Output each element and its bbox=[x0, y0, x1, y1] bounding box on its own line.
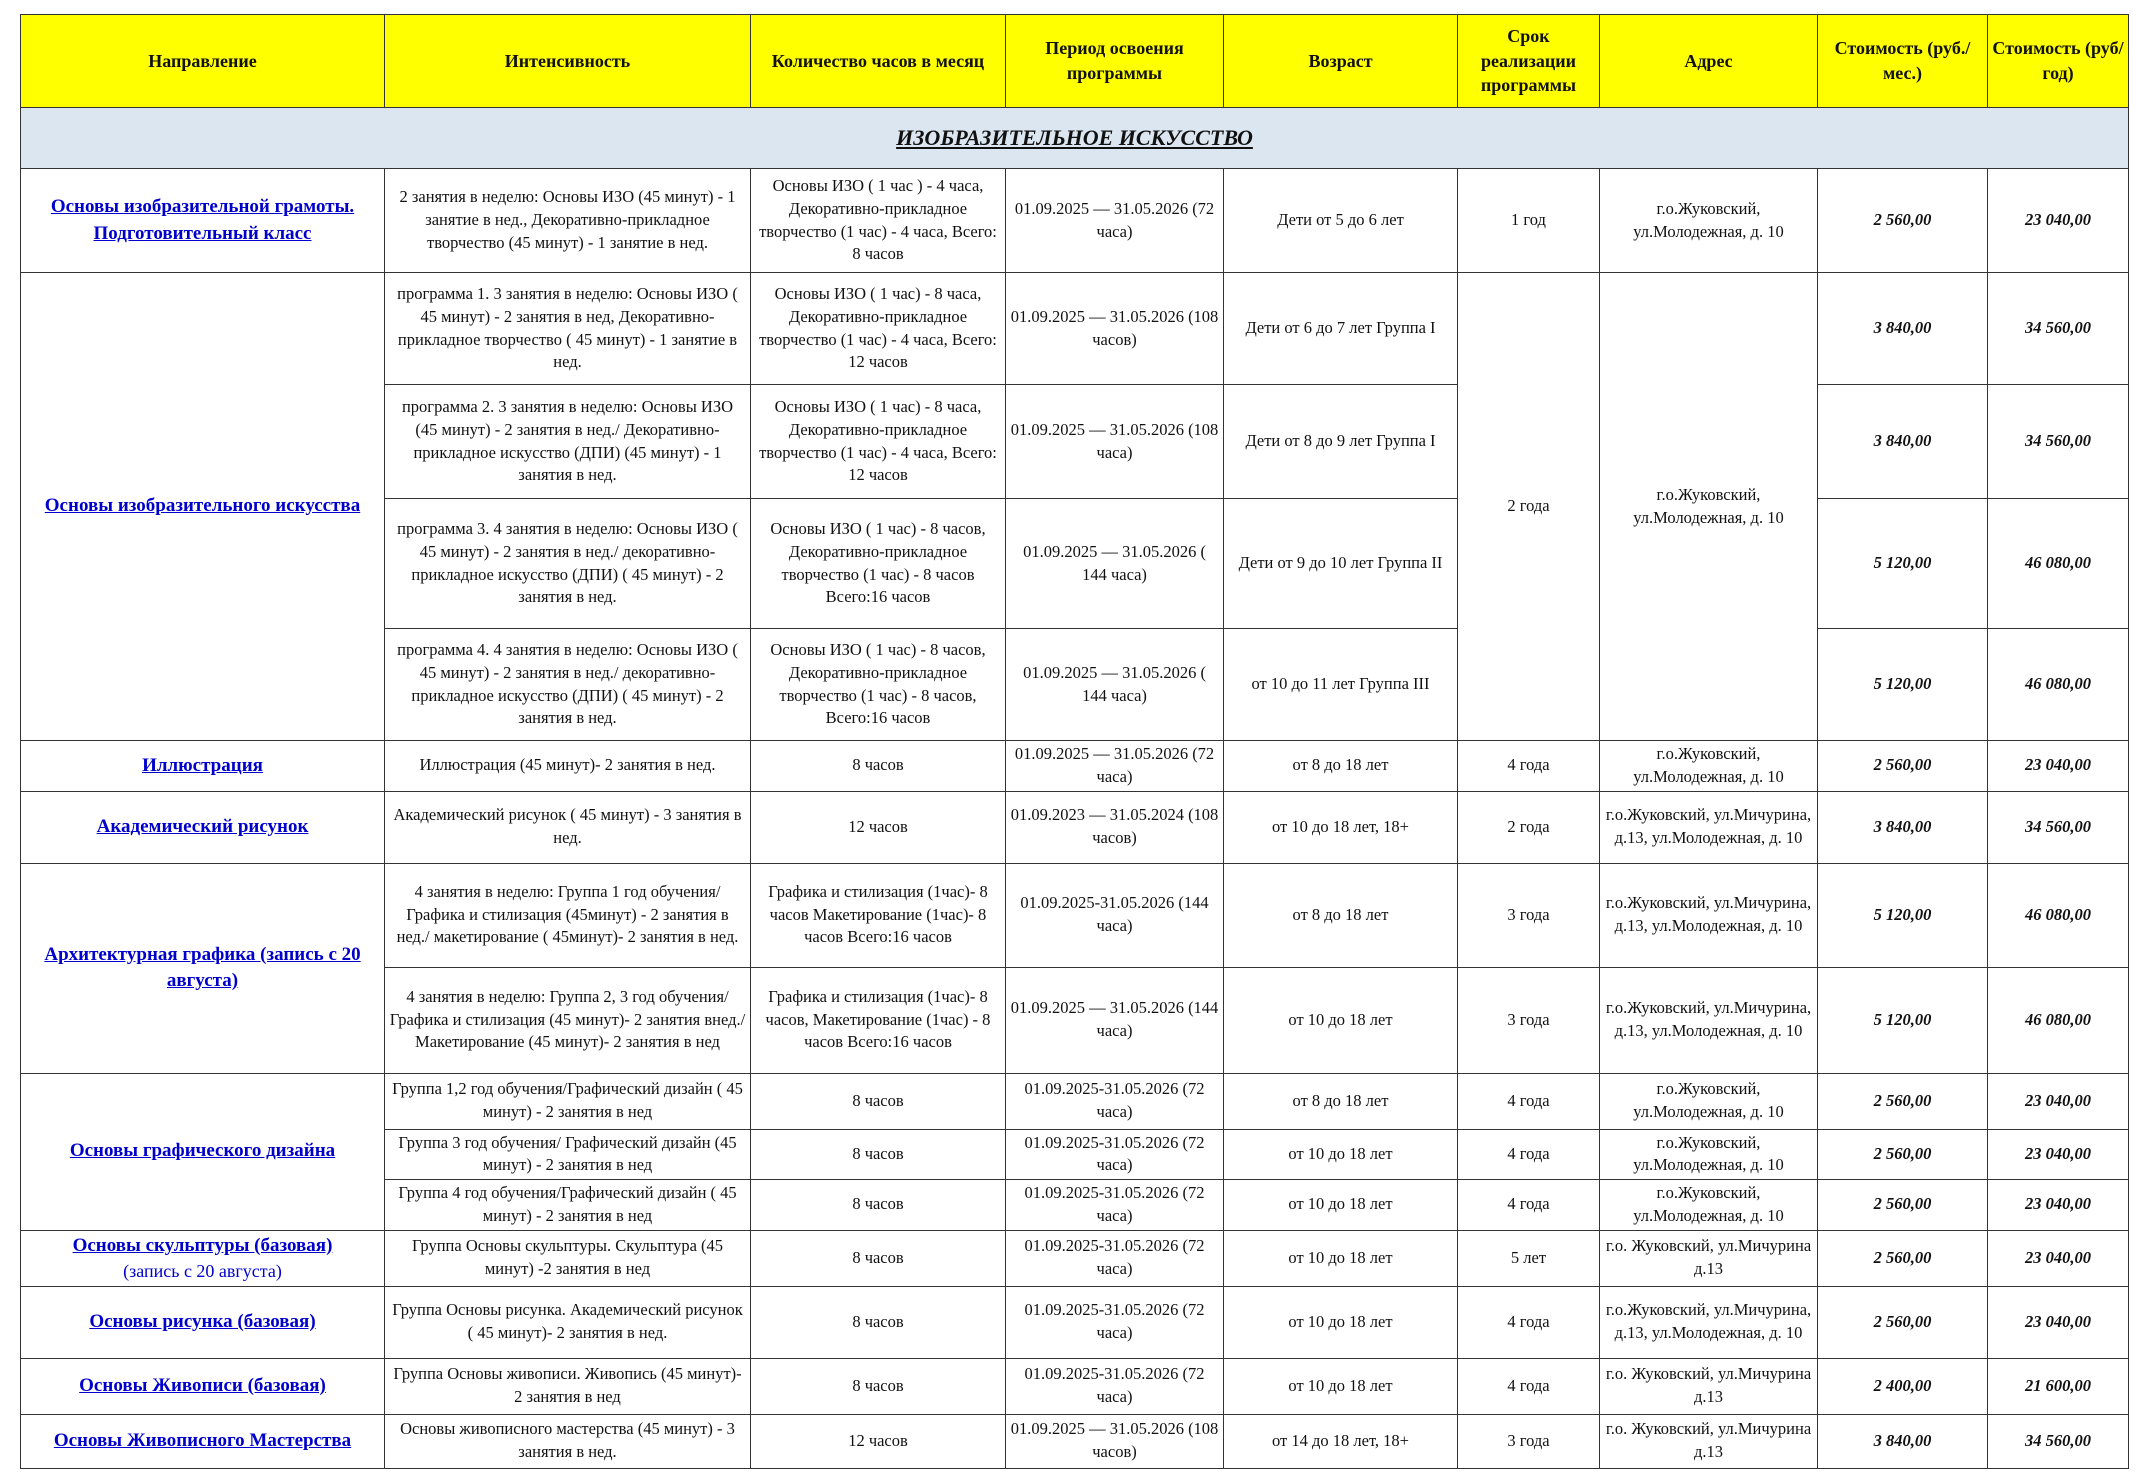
hours-cell: 12 часов bbox=[751, 1414, 1006, 1468]
period-cell: 01.09.2023 — 31.05.2024 (108 часов) bbox=[1006, 791, 1224, 863]
price-year-cell: 34 560,00 bbox=[1988, 791, 2129, 863]
direction-cell bbox=[21, 863, 385, 1073]
price-year-cell: 23 040,00 bbox=[1988, 1073, 2129, 1129]
period-cell: 01.09.2025-31.05.2026 (72 часа) bbox=[1006, 1073, 1224, 1129]
price-year-cell: 23 040,00 bbox=[1988, 1180, 2129, 1231]
address-cell: г.о.Жуковский, ул.Мичурина, д.13, ул.Молодежная, д. 10 bbox=[1600, 863, 1818, 967]
term-cell: 4 года bbox=[1458, 1129, 1600, 1180]
period-cell: 01.09.2025 — 31.05.2026 (72 часа) bbox=[1006, 741, 1224, 792]
price-table bbox=[20, 14, 2129, 1469]
price-month-cell: 3 840,00 bbox=[1818, 1414, 1988, 1468]
header-row bbox=[21, 15, 2129, 108]
price-month-cell: 3 840,00 bbox=[1818, 791, 1988, 863]
period-cell: 01.09.2025 — 31.05.2026 (108 часов) bbox=[1006, 1414, 1224, 1468]
header-direction: Направление bbox=[21, 15, 385, 108]
address-cell: г.о.Жуковский, ул.Мичурина, д.13, ул.Молодежная, д. 10 bbox=[1600, 1286, 1818, 1358]
price-year-cell: 23 040,00 bbox=[1988, 169, 2129, 273]
address-cell: г.о.Жуковский, ул.Молодежная, д. 10 bbox=[1600, 741, 1818, 792]
price-month-cell: 5 120,00 bbox=[1818, 629, 1988, 741]
price-year-cell: 21 600,00 bbox=[1988, 1358, 2129, 1414]
term-cell: 4 года bbox=[1458, 741, 1600, 792]
period-cell: 01.09.2025 — 31.05.2026 (108 часов) bbox=[1006, 273, 1224, 385]
direction-cell bbox=[21, 169, 385, 273]
price-month-cell: 2 560,00 bbox=[1818, 1180, 1988, 1231]
intensity-cell: Группа 3 год обучения/ Графический дизайн (45 минут) - 2 занятия в нед bbox=[385, 1129, 751, 1180]
age-cell: от 10 до 18 лет bbox=[1224, 1230, 1458, 1286]
header-price-year: Стоимость (руб/год) bbox=[1988, 15, 2129, 108]
intensity-cell: 4 занятия в неделю: Группа 2, 3 год обучения/ Графика и стилизация (45 минут)- 2 занятия внед./ Макетирование (45 минут)- 2 занятия в нед bbox=[385, 967, 751, 1073]
intensity-cell: Основы живописного мастерства (45 минут) - 3 занятия в нед. bbox=[385, 1414, 751, 1468]
direction-cell bbox=[21, 1286, 385, 1358]
age-cell: Дети от 5 до 6 лет bbox=[1224, 169, 1458, 273]
intensity-cell: Иллюстрация (45 минут)- 2 занятия в нед. bbox=[385, 741, 751, 792]
intensity-cell: Академический рисунок ( 45 минут) - 3 занятия в нед. bbox=[385, 791, 751, 863]
header-hours: Количество часов в месяц bbox=[751, 15, 1006, 108]
price-year-cell: 34 560,00 bbox=[1988, 273, 2129, 385]
hours-cell: 12 часов bbox=[751, 791, 1006, 863]
hours-cell: Основы ИЗО ( 1 час) - 8 часа, Декоративно-прикладное творчество (1 час) - 4 часа, Всего: 12 часов bbox=[751, 273, 1006, 385]
address-cell: г.о.Жуковский, ул.Молодежная, д. 10 bbox=[1600, 169, 1818, 273]
price-year-cell: 34 560,00 bbox=[1988, 385, 2129, 499]
age-cell: от 10 до 18 лет bbox=[1224, 1358, 1458, 1414]
price-month-cell: 2 560,00 bbox=[1818, 741, 1988, 792]
hours-cell: Основы ИЗО ( 1 час) - 8 часов, Декоративно-прикладное творчество (1 час) - 8 часов, Всего:16 часов bbox=[751, 629, 1006, 741]
intensity-cell: программа 4. 4 занятия в неделю: Основы ИЗО ( 45 минут) - 2 занятия в нед./ декоративно-прикладное искусство (ДПИ) ( 45 минут) - 2 занятия в нед. bbox=[385, 629, 751, 741]
age-cell: от 10 до 18 лет bbox=[1224, 1129, 1458, 1180]
direction-cell bbox=[21, 1414, 385, 1468]
price-month-cell: 3 840,00 bbox=[1818, 385, 1988, 499]
price-month-cell: 2 560,00 bbox=[1818, 1286, 1988, 1358]
header-price-month: Стоимость (руб./мес.) bbox=[1818, 15, 1988, 108]
direction-link[interactable]: Основы Живописного Мастерства bbox=[53, 1430, 352, 1452]
price-month-cell: 3 840,00 bbox=[1818, 273, 1988, 385]
table-row bbox=[21, 273, 2129, 385]
period-cell: 01.09.2025 — 31.05.2026 (72 часа) bbox=[1006, 169, 1224, 273]
term-cell: 2 года bbox=[1458, 791, 1600, 863]
price-year-cell: 23 040,00 bbox=[1988, 1230, 2129, 1286]
intensity-cell: Группа 1,2 год обучения/Графический дизайн ( 45 минут) - 2 занятия в нед bbox=[385, 1073, 751, 1129]
hours-cell: Основы ИЗО ( 1 час) - 8 часа, Декоративно-прикладное творчество (1 час) - 4 часа, Всего: 12 часов bbox=[751, 385, 1006, 499]
table-row bbox=[21, 863, 2129, 967]
price-month-cell: 2 560,00 bbox=[1818, 169, 1988, 273]
age-cell: от 10 до 11 лет Группа III bbox=[1224, 629, 1458, 741]
age-cell: Дети от 6 до 7 лет Группа I bbox=[1224, 273, 1458, 385]
address-cell: г.о.Жуковский, ул.Молодежная, д. 10 bbox=[1600, 1180, 1818, 1231]
table-row bbox=[21, 1358, 2129, 1414]
intensity-cell: программа 2. 3 занятия в неделю: Основы ИЗО (45 минут) - 2 занятия в нед./ Декоративно-прикладное искусство (ДПИ) (45 минут) - 1 занятия в нед. bbox=[385, 385, 751, 499]
header-age: Возраст bbox=[1224, 15, 1458, 108]
age-cell: от 10 до 18 лет, 18+ bbox=[1224, 791, 1458, 863]
address-cell: г.о. Жуковский, ул.Мичурина д.13 bbox=[1600, 1414, 1818, 1468]
direction-cell bbox=[21, 791, 385, 863]
price-month-cell: 2 400,00 bbox=[1818, 1358, 1988, 1414]
address-cell: г.о.Жуковский, ул.Мичурина, д.13, ул.Молодежная, д. 10 bbox=[1600, 967, 1818, 1073]
period-cell: 01.09.2025 — 31.05.2026 ( 144 часа) bbox=[1006, 499, 1224, 629]
direction-cell bbox=[21, 741, 385, 792]
table-row bbox=[21, 791, 2129, 863]
header-term: Срок реализации программы bbox=[1458, 15, 1600, 108]
hours-cell: Основы ИЗО ( 1 час ) - 4 часа, Декоративно-прикладное творчество (1 час) - 4 часа, Всего: 8 часов bbox=[751, 169, 1006, 273]
price-month-cell: 2 560,00 bbox=[1818, 1073, 1988, 1129]
price-year-cell: 46 080,00 bbox=[1988, 629, 2129, 741]
address-cell: г.о.Жуковский, ул.Мичурина, д.13, ул.Молодежная, д. 10 bbox=[1600, 791, 1818, 863]
direction-link[interactable]: Основы изобразительного искусства bbox=[44, 495, 361, 517]
age-cell: от 8 до 18 лет bbox=[1224, 863, 1458, 967]
direction-link[interactable]: Основы скульптуры (базовая) bbox=[72, 1234, 333, 1256]
period-cell: 01.09.2025 — 31.05.2026 (108 часа) bbox=[1006, 385, 1224, 499]
address-cell: г.о.Жуковский, ул.Молодежная, д. 10 bbox=[1600, 1073, 1818, 1129]
table-row bbox=[21, 1073, 2129, 1129]
header-intensity: Интенсивность bbox=[385, 15, 751, 108]
direction-cell bbox=[21, 1073, 385, 1230]
direction-note: (запись с 20 августа) bbox=[123, 1260, 282, 1281]
price-month-cell: 5 120,00 bbox=[1818, 967, 1988, 1073]
age-cell: Дети от 8 до 9 лет Группа I bbox=[1224, 385, 1458, 499]
section-title: ИЗОБРАЗИТЕЛЬНОЕ ИСКУССТВО bbox=[896, 124, 1253, 150]
term-cell: 1 год bbox=[1458, 169, 1600, 273]
intensity-cell: программа 1. 3 занятия в неделю: Основы ИЗО ( 45 минут) - 2 занятия в нед, Декоративно-прикладное творчество ( 45 минут) - 1 занятие в нед. bbox=[385, 273, 751, 385]
address-cell: г.о.Жуковский, ул.Молодежная, д. 10 bbox=[1600, 273, 1818, 741]
period-cell: 01.09.2025-31.05.2026 (72 часа) bbox=[1006, 1230, 1224, 1286]
age-cell: от 14 до 18 лет, 18+ bbox=[1224, 1414, 1458, 1468]
direction-cell bbox=[21, 273, 385, 741]
age-cell: от 10 до 18 лет bbox=[1224, 1180, 1458, 1231]
hours-cell: Графика и стилизация (1час)- 8 часов Макетирование (1час)- 8 часов Всего:16 часов bbox=[751, 863, 1006, 967]
term-cell: 4 года bbox=[1458, 1286, 1600, 1358]
price-year-cell: 34 560,00 bbox=[1988, 1414, 2129, 1468]
hours-cell: 8 часов bbox=[751, 1286, 1006, 1358]
term-cell: 3 года bbox=[1458, 1414, 1600, 1468]
address-cell: г.о. Жуковский, ул.Мичурина д.13 bbox=[1600, 1230, 1818, 1286]
direction-link[interactable]: Основы графического дизайна bbox=[69, 1140, 336, 1162]
table-row bbox=[21, 741, 2129, 792]
period-cell: 01.09.2025-31.05.2026 (72 часа) bbox=[1006, 1180, 1224, 1231]
age-cell: от 8 до 18 лет bbox=[1224, 741, 1458, 792]
period-cell: 01.09.2025-31.05.2026 (72 часа) bbox=[1006, 1358, 1224, 1414]
table-row bbox=[21, 1230, 2129, 1286]
direction-link[interactable]: Основы Живописи (базовая) bbox=[79, 1375, 326, 1397]
direction-link[interactable]: Основы рисунка (базовая) bbox=[89, 1311, 316, 1333]
term-cell: 4 года bbox=[1458, 1358, 1600, 1414]
hours-cell: 8 часов bbox=[751, 1129, 1006, 1180]
intensity-cell: Группа Основы скульптуры. Скульптура (45 минут) -2 занятия в нед bbox=[385, 1230, 751, 1286]
table-row bbox=[21, 1286, 2129, 1358]
hours-cell: 8 часов bbox=[751, 1230, 1006, 1286]
address-cell: г.о. Жуковский, ул.Мичурина д.13 bbox=[1600, 1358, 1818, 1414]
term-cell: 2 года bbox=[1458, 273, 1600, 741]
hours-cell: Основы ИЗО ( 1 час) - 8 часов, Декоративно-прикладное творчество (1 час) - 8 часов Всего:16 часов bbox=[751, 499, 1006, 629]
age-cell: Дети от 9 до 10 лет Группа II bbox=[1224, 499, 1458, 629]
hours-cell: 8 часов bbox=[751, 741, 1006, 792]
price-year-cell: 23 040,00 bbox=[1988, 741, 2129, 792]
price-month-cell: 5 120,00 bbox=[1818, 499, 1988, 629]
age-cell: от 10 до 18 лет bbox=[1224, 1286, 1458, 1358]
intensity-cell: Группа Основы рисунка. Академический рисунок ( 45 минут)- 2 занятия в нед. bbox=[385, 1286, 751, 1358]
intensity-cell: 2 занятия в неделю: Основы ИЗО (45 минут) - 1 занятие в нед., Декоративно-прикладное творчество (45 минут) - 1 занятие в нед. bbox=[385, 169, 751, 273]
period-cell: 01.09.2025 — 31.05.2026 ( 144 часа) bbox=[1006, 629, 1224, 741]
direction-link[interactable]: Иллюстрация bbox=[142, 754, 263, 776]
hours-cell: 8 часов bbox=[751, 1358, 1006, 1414]
period-cell: 01.09.2025-31.05.2026 (72 часа) bbox=[1006, 1129, 1224, 1180]
price-year-cell: 46 080,00 bbox=[1988, 967, 2129, 1073]
hours-cell: 8 часов bbox=[751, 1180, 1006, 1231]
price-year-cell: 46 080,00 bbox=[1988, 863, 2129, 967]
direction-cell bbox=[21, 1358, 385, 1414]
hours-cell: 8 часов bbox=[751, 1073, 1006, 1129]
header-address: Адрес bbox=[1600, 15, 1818, 108]
table-row bbox=[21, 1414, 2129, 1468]
price-year-cell: 46 080,00 bbox=[1988, 499, 2129, 629]
hours-cell: Графика и стилизация (1час)- 8 часов, Макетирование (1час) - 8 часов Всего:16 часов bbox=[751, 967, 1006, 1073]
section-row bbox=[21, 108, 2129, 169]
term-cell: 4 года bbox=[1458, 1180, 1600, 1231]
period-cell: 01.09.2025 — 31.05.2026 (144 часа) bbox=[1006, 967, 1224, 1073]
price-month-cell: 5 120,00 bbox=[1818, 863, 1988, 967]
intensity-cell: программа 3. 4 занятия в неделю: Основы ИЗО ( 45 минут) - 2 занятия в нед./ декоративно-прикладное искусство (ДПИ) ( 45 минут) - 2 занятия в нед. bbox=[385, 499, 751, 629]
price-month-cell: 2 560,00 bbox=[1818, 1230, 1988, 1286]
price-month-cell: 2 560,00 bbox=[1818, 1129, 1988, 1180]
intensity-cell: Группа 4 год обучения/Графический дизайн ( 45 минут) - 2 занятия в нед bbox=[385, 1180, 751, 1231]
period-cell: 01.09.2025-31.05.2026 (72 часа) bbox=[1006, 1286, 1224, 1358]
period-cell: 01.09.2025-31.05.2026 (144 часа) bbox=[1006, 863, 1224, 967]
term-cell: 3 года bbox=[1458, 967, 1600, 1073]
address-cell: г.о.Жуковский, ул.Молодежная, д. 10 bbox=[1600, 1129, 1818, 1180]
age-cell: от 8 до 18 лет bbox=[1224, 1073, 1458, 1129]
intensity-cell: 4 занятия в неделю: Группа 1 год обучения/ Графика и стилизация (45минут) - 2 занятия в нед./ макетирование ( 45минут)- 2 занятия в нед. bbox=[385, 863, 751, 967]
section-cell bbox=[21, 108, 2129, 169]
direction-link[interactable]: Основы изобразительной грамоты. Подготовительный класс bbox=[50, 196, 355, 244]
header-period: Период освоения программы bbox=[1006, 15, 1224, 108]
direction-link[interactable]: Академический рисунок bbox=[96, 815, 309, 837]
intensity-cell: Группа Основы живописи. Живопись (45 минут)- 2 занятия в нед bbox=[385, 1358, 751, 1414]
age-cell: от 10 до 18 лет bbox=[1224, 967, 1458, 1073]
term-cell: 3 года bbox=[1458, 863, 1600, 967]
direction-link[interactable]: Архитектурная графика (запись с 20 августа) bbox=[44, 943, 361, 992]
table-row bbox=[21, 169, 2129, 273]
term-cell: 4 года bbox=[1458, 1073, 1600, 1129]
price-year-cell: 23 040,00 bbox=[1988, 1129, 2129, 1180]
direction-cell bbox=[21, 1230, 385, 1286]
price-year-cell: 23 040,00 bbox=[1988, 1286, 2129, 1358]
term-cell: 5 лет bbox=[1458, 1230, 1600, 1286]
